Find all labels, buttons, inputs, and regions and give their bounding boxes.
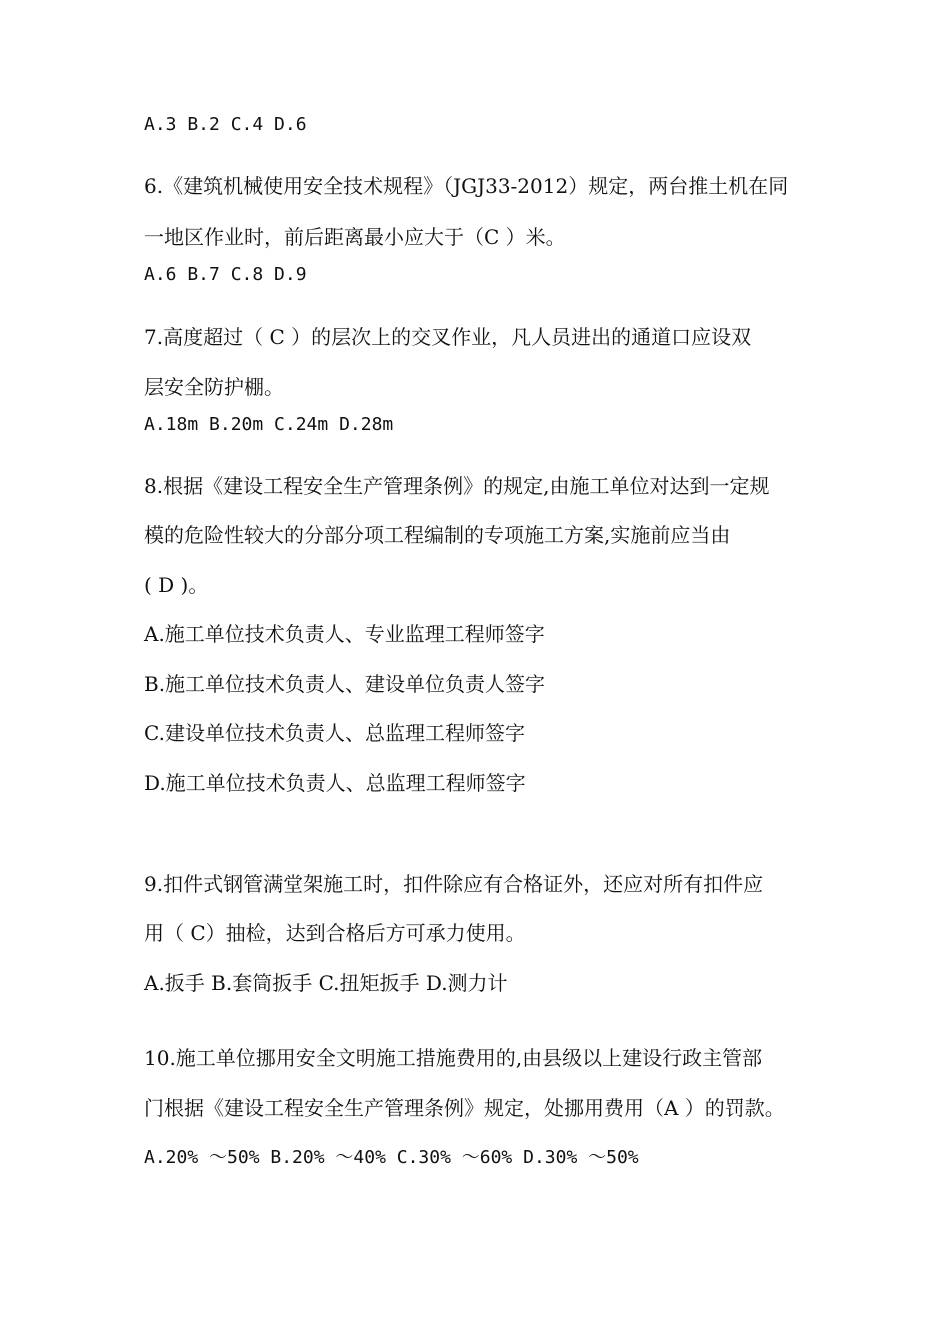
q8-option-d: D.施工单位技术负责人、总监理工程师签字 [144,771,526,795]
q8-text-line-1: 8.根据《建设工程安全生产管理条例》的规定,由施工单位对达到一定规 [144,474,770,498]
q9-text-line-2: 用（ C）抽检，达到合格后方可承力使用。 [144,921,526,945]
q9-text-line-1: 9.扣件式钢管满堂架施工时，扣件除应有合格证外，还应对所有扣件应 [144,872,764,896]
q8-option-a: A.施工单位技术负责人、专业监理工程师签字 [144,622,545,646]
q7-text-line-1: 7.高度超过（ C ）的层次上的交叉作业，凡人员进出的通道口应设双 [144,325,752,349]
q10-text-line-2: 门根据《建设工程安全生产管理条例》规定，处挪用费用（A ）的罚款。 [144,1096,785,1120]
q8-option-b: B.施工单位技术负责人、建设单位负责人签字 [144,672,546,696]
q6-text-line-1: 6.《建筑机械使用安全技术规程》（JGJ33-2012）规定，两台推土机在同 [144,174,789,198]
q6-text-line-2: 一地区作业时，前后距离最小应大于（C ）米。 [144,225,566,249]
q5-options: A.3 B.2 C.4 D.6 [144,114,307,135]
q10-options: A.20% ～50% B.20% ～40% C.30% ～60% D.30% ～50% [144,1147,639,1168]
q10-text-line-1: 10.施工单位挪用安全文明施工措施费用的,由县级以上建设行政主管部 [144,1046,763,1070]
q8-option-c: C.建设单位技术负责人、总监理工程师签字 [144,721,525,745]
q9-options: A.扳手 B.套筒扳手 C.扭矩扳手 D.测力计 [144,971,508,995]
q8-text-line-3: ( D )。 [144,573,209,597]
q7-text-line-2: 层安全防护棚。 [144,375,284,399]
q8-text-line-2: 模的危险性较大的分部分项工程编制的专项施工方案,实施前应当由 [144,523,731,547]
q6-options: A.6 B.7 C.8 D.9 [144,264,307,285]
q7-options: A.18m B.20m C.24m D.28m [144,414,394,435]
